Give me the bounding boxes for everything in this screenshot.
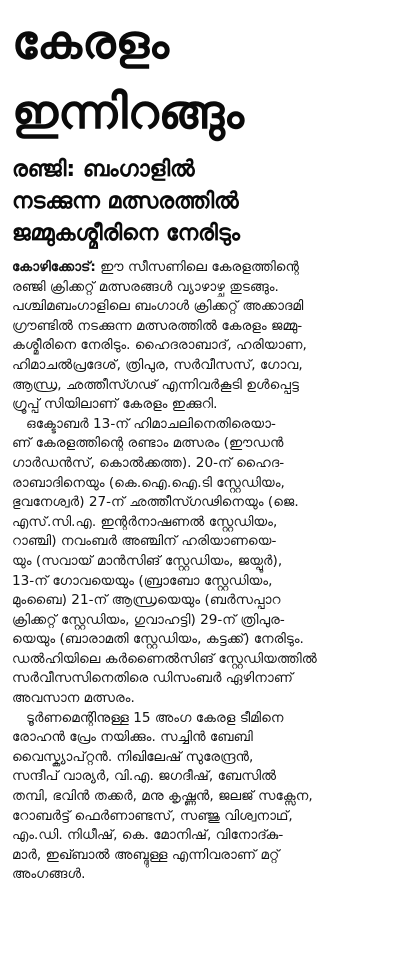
subheadline-line: ജമ്മുകശ്മീരിനെ നേരിടും	[12, 221, 240, 246]
body-text: ഈ സീസണിലെ കേരളത്തിന്റെ	[95, 259, 299, 275]
subheadline-line: നടക്കുന്ന മത്സരത്തിൽ	[12, 189, 239, 214]
body-line: ഭുവനേശ്വർ) 27-ന് ഛത്തീസ്ഗഢിനെയും (ജെ.	[12, 494, 299, 511]
paragraph-2	[12, 415, 400, 709]
body-line: സന്ദീപ് വാര്യർ, വി.എ. ജഗദീഷ്, ബേസിൽ	[12, 768, 277, 785]
body-line: സർവീസസിനെതിരെ ഡിസംബർ ഏഴിനാണ്	[12, 670, 293, 687]
paragraph-1	[12, 258, 400, 415]
body-line: രാബാദിനെയും (കെ.ഐ.ഐ.ടി സ്റ്റേഡിയം,	[12, 474, 285, 491]
body-line: ഹിമാചൽപ്രദേശ്, ത്രിപുര, സർവീസസ്, ഗോവ,	[12, 356, 303, 373]
body-line: രോഹൻ പ്രേം നയിക്കും. സച്ചിൻ ബേബി	[12, 729, 253, 746]
body-line: ഗ്രൂപ്പ് സിയിലാണ് കേരളം ഇക്കുറി.	[12, 396, 218, 413]
body-line: മാർ, ഇഖ്ബാൽ അബ്ദുള്ള എന്നിവരാണ് മറ്റ്	[12, 846, 280, 863]
body-line: അംഗങ്ങൾ.	[12, 866, 86, 883]
body-line: റാഞ്ചി) നവംബർ അഞ്ചിന് ഹരിയാണയെ-	[12, 533, 277, 550]
body-line	[12, 258, 400, 278]
body-line: ആന്ധ്ര, ഛത്തീസ്ഗഢ് എന്നിവർകൂടി ഉൾപ്പെട്ട	[12, 376, 299, 393]
headline	[12, 8, 400, 148]
body-line: ഒക്ടോബർ 13-ന് ഹിമാചലിനെതിരെയാ-	[26, 415, 276, 432]
body-line: വൈസ്ക്യാപ്റ്റൻ. നിഖിലേഷ് സുരേന്ദ്രൻ,	[12, 748, 254, 765]
headline-line: ഇന്നിറങ്ങും	[12, 85, 244, 140]
body-line: 13-ന് ഗോവയെയും (ബ്രാബോ സ്റ്റേഡിയം,	[12, 572, 273, 589]
body-line: എസ്.സി.എ. ഇന്റർനാഷണൽ സ്റ്റേഡിയം,	[12, 513, 278, 530]
body-line: ഗാർഡൻസ്, കൊൽക്കത്ത). 20-ന് ഹൈദ-	[12, 454, 285, 471]
headline-line: കേരളം	[12, 15, 169, 70]
body-line: പശ്ചിമബംഗാളിലെ ബംഗാൾ ക്രിക്കറ്റ് അക്കാദമി	[12, 298, 304, 315]
body-line: കശ്മീരിനെ നേരിടും. ഹൈദരാബാദ്, ഹരിയാണ,	[12, 337, 307, 354]
body-line: ടൂർണമെന്റിനുള്ള 15 അംഗ കേരള ടീമിനെ	[26, 709, 284, 726]
body-line: യെയും (ബാരാമതി സ്റ്റേഡിയം, കട്ടക്ക്) നേരിടും.	[12, 631, 304, 648]
dateline: കോഴിക്കോട്:	[12, 259, 96, 275]
body-line: ക്രിക്കറ്റ് സ്റ്റേഡിയം, ഗുവാഹട്ടി) 29-ന് ത്രിപുര-	[12, 611, 285, 628]
body-line: ണ് കേരളത്തിന്റെ രണ്ടാം മത്സരം (ഈഡൻ	[12, 435, 284, 452]
subheadline-line: രഞ്ജി: ബംഗാളിൽ	[12, 157, 195, 182]
body-line: അവസാന മത്സരം.	[12, 690, 135, 707]
article-body	[12, 258, 400, 885]
body-line: തമ്പി, ഭവിൻ തക്കർ, മനു കൃഷ്ണൻ, ജലജ് സക്സേന,	[12, 788, 313, 805]
body-line: രഞ്ജി ക്രിക്കറ്റ് മത്സരങ്ങൾ വ്യാഴാഴ്ച തുടങ്ങും.	[12, 278, 279, 295]
body-line: ഡൽഹിയിലെ കർണൈൽസിങ് സ്റ്റേഡിയത്തിൽ	[12, 650, 317, 667]
paragraph-3	[12, 709, 400, 885]
subheadline	[12, 154, 400, 250]
body-line: എം.ഡി. നിധീഷ്, കെ. മോനിഷ്, വിനോദ്കു-	[12, 827, 284, 844]
body-line: ഗ്രൗണ്ടിൽ നടക്കുന്ന മത്സരത്തിൽ കേരളം ജമ്മു-	[12, 317, 303, 334]
body-line: യും (സവായ് മാൻസിങ് സ്റ്റേഡിയം, ജയ്പൂർ),	[12, 552, 283, 569]
body-line: മുംബൈ) 21-ന് ആന്ധ്രയെയും (ബർസപ്പാറ	[12, 592, 281, 609]
body-line: റോബർട്ട് ഫെർണാണ്ടസ്, സഞ്ജു വിശ്വനാഥ്,	[12, 807, 293, 824]
